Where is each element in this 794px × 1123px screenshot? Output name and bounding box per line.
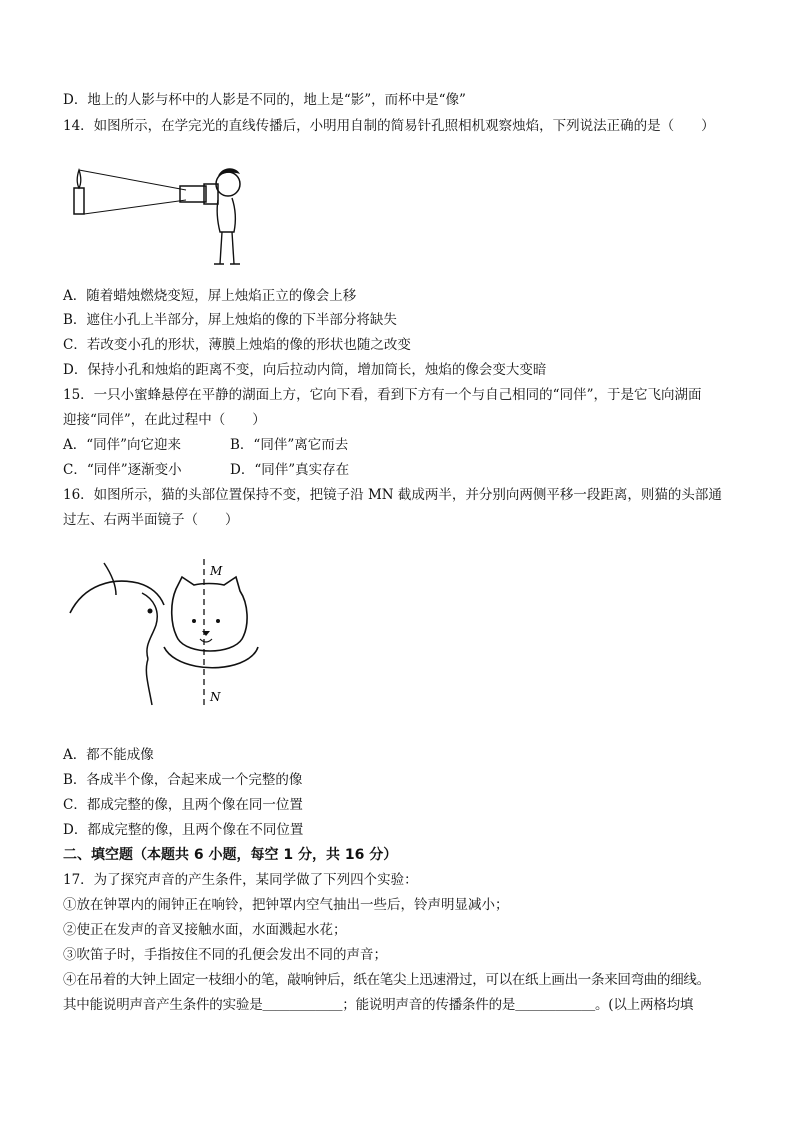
q15-stem-line2: 迎接“同伴”，在此过程中（ ） <box>63 412 266 428</box>
q15-stem-line1: 15．一只小蜜蜂悬停在平静的湖面上方，它向下看，看到下方有一个与自己相同的“同伴”，于是它飞向湖面 <box>63 387 702 403</box>
q16-option-d: D．都成完整的像，且两个像在不同位置 <box>63 822 304 838</box>
q13-option-d: D．地上的人影与杯中的人影是不同的，地上是“影”，而杯中是“像” <box>63 92 466 108</box>
q17-last-line: 其中能说明声音产生条件的实验是＿＿＿＿＿＿；能说明声音的传播条件的是＿＿＿＿＿＿。(以上两格均填 <box>63 997 694 1013</box>
cat-mirror-figure <box>64 555 264 715</box>
q14-option-d: D．保持小孔和烛焰的距离不变，向后拉动内筒，增加筒长，烛焰的像会变大变暗 <box>63 362 547 378</box>
section2-heading: 二、填空题（本题共 6 小题，每空 1 分，共 16 分） <box>63 847 398 863</box>
q15-option-c: C．“同伴”逐渐变小 <box>63 462 182 478</box>
q15-option-d: D．“同伴”真实存在 <box>230 462 350 478</box>
mirror-label-n: N <box>210 690 221 704</box>
q15-options-row2 <box>63 460 349 480</box>
q16-option-a: A．都不能成像 <box>63 747 154 763</box>
q17-item-2: ②使正在发声的音叉接触水面，水面溅起水花； <box>63 922 347 938</box>
q15-option-a: A．“同伴”向它迎来 <box>63 437 182 453</box>
q14-option-a: A．随着蜡烛燃烧变短，屏上烛焰正立的像会上移 <box>63 288 357 304</box>
q16-option-c: C．都成完整的像，且两个像在同一位置 <box>63 797 303 813</box>
pinhole-camera-figure <box>68 160 248 270</box>
q16-stem-line2: 过左、右两半面镜子（ ） <box>63 512 239 528</box>
q16-option-b: B．各成半个像，合起来成一个完整的像 <box>63 772 303 788</box>
q15-options-row1 <box>63 435 348 455</box>
q17-stem: 17．为了探究声音的产生条件，某同学做了下列四个实验： <box>63 872 418 888</box>
q15-option-b: B．“同伴”离它而去 <box>230 437 349 453</box>
q16-stem-line1: 16．如图所示，猫的头部位置保持不变，把镜子沿 MN 截成两半，并分别向两侧平移一段距离，则猫的头部通 <box>63 487 722 503</box>
q14-option-b: B．遮住小孔上半部分，屏上烛焰的像的下半部分将缺失 <box>63 312 397 328</box>
q17-item-4: ④在吊着的大钟上固定一枝细小的笔，敲响钟后，纸在笔尖上迅速滑过，可以在纸上画出一条来回弯曲的细线。 <box>63 972 710 988</box>
q14-stem: 14．如图所示，在学完光的直线传播后，小明用自制的简易针孔照相机观察烛焰，下列说法正确的是（ ） <box>63 118 715 134</box>
q17-item-3: ③吹笛子时，手指按住不同的孔便会发出不同的声音； <box>63 947 387 963</box>
q17-item-1: ①放在钟罩内的闹钟正在响铃，把钟罩内空气抽出一些后，铃声明显减小； <box>63 897 509 913</box>
mirror-label-m: M <box>210 564 223 578</box>
q14-option-c: C．若改变小孔的形状，薄膜上烛焰的像的形状也随之改变 <box>63 337 411 353</box>
